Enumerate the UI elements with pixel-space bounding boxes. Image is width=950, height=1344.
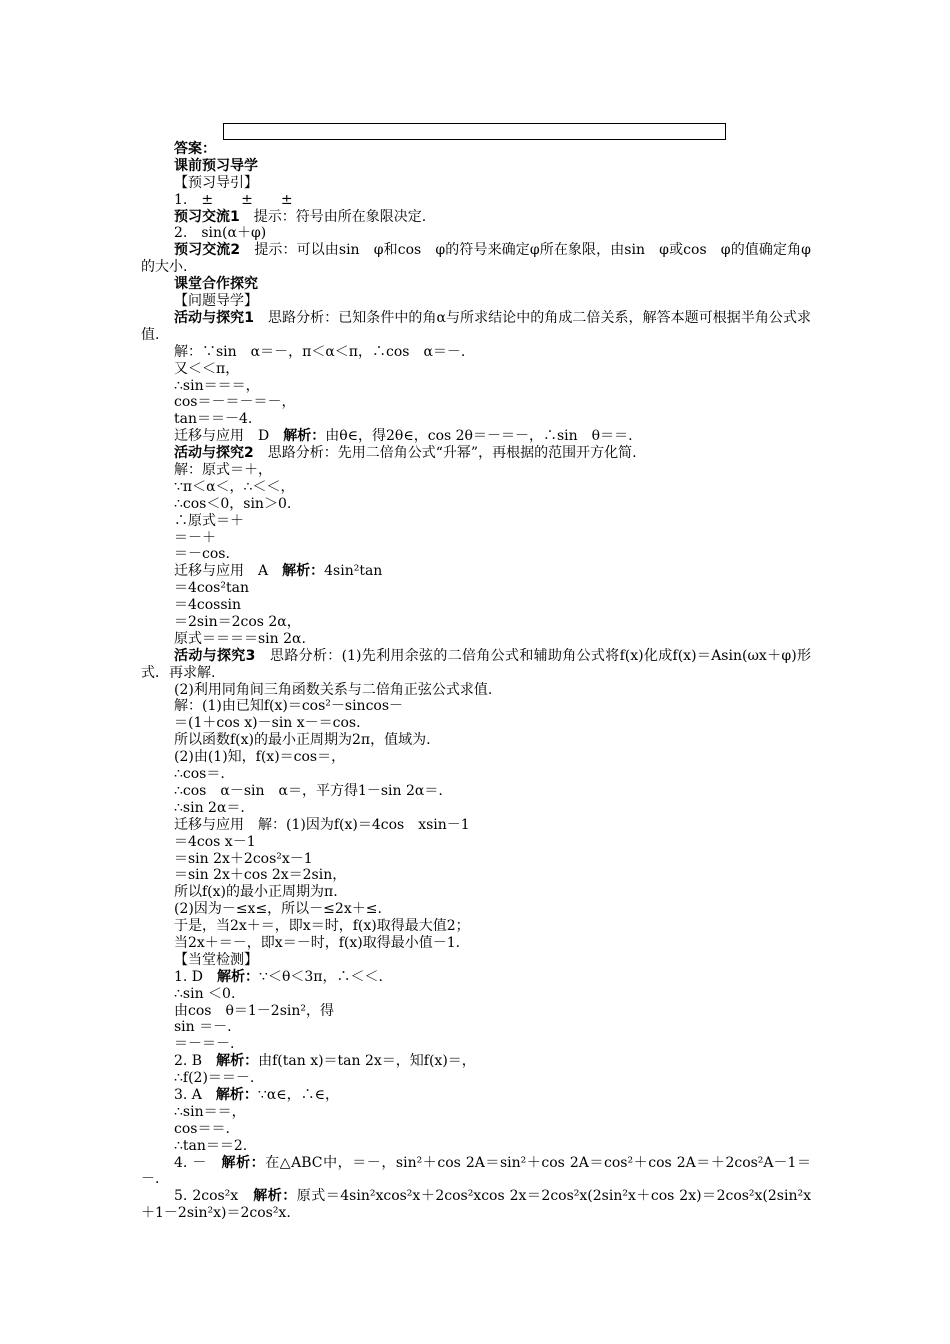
check-1-line: ＝－＝－. <box>174 1036 235 1053</box>
section-class: 课堂合作探究 <box>174 276 258 293</box>
activity-1-line: cos＝－＝－＝－， <box>174 394 296 411</box>
check-2: 2. B 解析：由f(tan x)＝tan 2x＝，知f(x)＝， <box>174 1053 476 1070</box>
section-preview: 课前预习导学 <box>174 157 258 174</box>
check-2-line: ∴f(2)＝＝－. <box>174 1070 255 1087</box>
preview-item-1: 1. ± ± ± <box>174 191 293 208</box>
activity-3-line: 所以函数f(x)的最小正周期为2π，值域为. <box>174 732 431 749</box>
transfer-3-line: 所以f(x)的最小正周期为π. <box>174 884 338 901</box>
answer-heading: 答案： <box>174 141 216 157</box>
activity-2-analysis: 活动与探究2 思路分析：先用二倍角公式“升幂”，再根据的范围开方化简. <box>174 445 637 462</box>
transfer-3-line: ＝sin 2x＋cos 2x＝2sin， <box>174 867 347 884</box>
activity-2-line: 解：原式＝＋， <box>174 461 272 478</box>
check-3-line: cos＝＝. <box>174 1120 230 1137</box>
activity-2-line: ＝－cos. <box>174 546 230 563</box>
activity-1-line: ∴sin＝＝＝， <box>174 377 260 394</box>
activity-3-line: (2)由(1)知，f(x)＝cos＝， <box>174 749 346 766</box>
check-1: 1. D 解析：∵＜θ＜3π，∴＜＜. <box>174 968 383 985</box>
transfer-3-line: 当2x＋＝－，即x＝－时，f(x)取得最小值－1. <box>174 934 461 951</box>
check-1-line: sin ＝－. <box>174 1019 232 1036</box>
check-3: 3. A 解析：∵α∈，∴∈， <box>174 1086 340 1103</box>
section-check: 【当堂检测】 <box>174 951 258 968</box>
transfer-3-line: ＝4cos x－1 <box>174 833 256 850</box>
answer-document <box>141 141 811 1222</box>
activity-2-line: ∴原式＝＋ <box>174 512 244 529</box>
transfer-2: 迁移与应用 A 解析：4sin²tan <box>174 563 383 580</box>
activity-1-line: 解：∵sin α＝－，π＜α＜π，∴cos α＝－. <box>174 343 466 360</box>
transfer-3-line: (2)因为－≤x≤，所以－≤2x＋≤. <box>174 901 382 918</box>
transfer-3-line: ＝sin 2x＋2cos²x－1 <box>174 850 313 867</box>
activity-2-line: ∴cos＜0，sin＞0. <box>174 495 292 512</box>
activity-3-line: (2)利用同角间三角函数关系与二倍角正弦公式求值. <box>174 681 493 698</box>
transfer-2-line: ＝4cossin <box>174 597 242 614</box>
activity-2-line: ＝－＋ <box>174 529 216 546</box>
check-3-line: ∴sin＝＝， <box>174 1103 246 1120</box>
header-box <box>223 123 726 140</box>
check-1-line: 由cos θ＝1－2sin²，得 <box>174 1002 334 1019</box>
transfer-3: 迁移与应用 解：(1)因为f(x)＝4cos xsin－1 <box>174 816 470 833</box>
activity-3-line: 解：(1)由已知f(x)＝cos²－sincos－ <box>174 698 404 715</box>
transfer-1: 迁移与应用 D 解析：由θ∈，得2θ∈，cos 2θ＝－＝－，∴sin θ＝＝. <box>174 428 633 445</box>
preview-item-2: 2. sin(α＋φ) <box>174 225 267 242</box>
activity-3-line: ＝(1＋cos x)－sin x－＝cos. <box>174 715 361 732</box>
activity-3-line: ∴cos＝. <box>174 766 225 783</box>
activity-1-line: 又＜＜π， <box>174 360 240 377</box>
activity-1-analysis: 活动与探究1 思路分析：已知条件中的角α与所求结论中的角成二倍关系，解答本题可根据半角公式求值. <box>141 309 812 343</box>
check-5: 5. 2cos²x 解析：原式＝4sin²xcos²x＋2cos²xcos 2x＝2cos²x(2sin²x＋cos 2x)＝2cos²x(2sin²x＋1－2sin²x)＝2cos²x. <box>141 1188 811 1222</box>
activity-3-line: ∴sin 2α＝. <box>174 799 245 816</box>
activity-2-line: ∵π＜α＜，∴＜＜， <box>174 478 295 495</box>
activity-3-line: ∴cos α－sin α＝，平方得1－sin 2α＝. <box>174 782 443 799</box>
check-1-line: ∴sin ＜0. <box>174 985 236 1002</box>
transfer-2-line: 原式＝＝＝＝sin 2α. <box>174 630 306 647</box>
preview-exchange-1: 预习交流1 提示：符号由所在象限决定. <box>174 208 427 225</box>
activity-3-analysis: 活动与探究3 思路分析：(1)先利用余弦的二倍角公式和辅助角公式将f(x)化成f(x)＝Asin(ωx＋φ)形式．再求解. <box>141 647 811 681</box>
check-4: 4. － 解析：在△ABC中，＝－，sin²＋cos 2A＝sin²＋cos 2A＝cos²＋cos 2A＝＋2cos²A－1＝－. <box>141 1154 812 1188</box>
transfer-2-line: ＝4cos²tan <box>174 580 249 597</box>
activity-1-line: tan＝＝－4. <box>174 411 253 428</box>
section-preview-guide: 【预习导引】 <box>174 174 258 191</box>
transfer-3-line: 于是，当2x＋＝，即x＝时，f(x)取得最大值2； <box>174 918 470 935</box>
preview-exchange-2: 预习交流2 提示：可以由sin φ和cos φ的符号来确定φ所在象限，由sin φ或cos φ的值确定角φ的大小. <box>141 242 811 276</box>
transfer-2-line: ＝2sin＝2cos 2α， <box>174 614 301 630</box>
section-question-guide: 【问题导学】 <box>174 293 258 310</box>
check-3-line: ∴tan＝＝2. <box>174 1137 248 1154</box>
